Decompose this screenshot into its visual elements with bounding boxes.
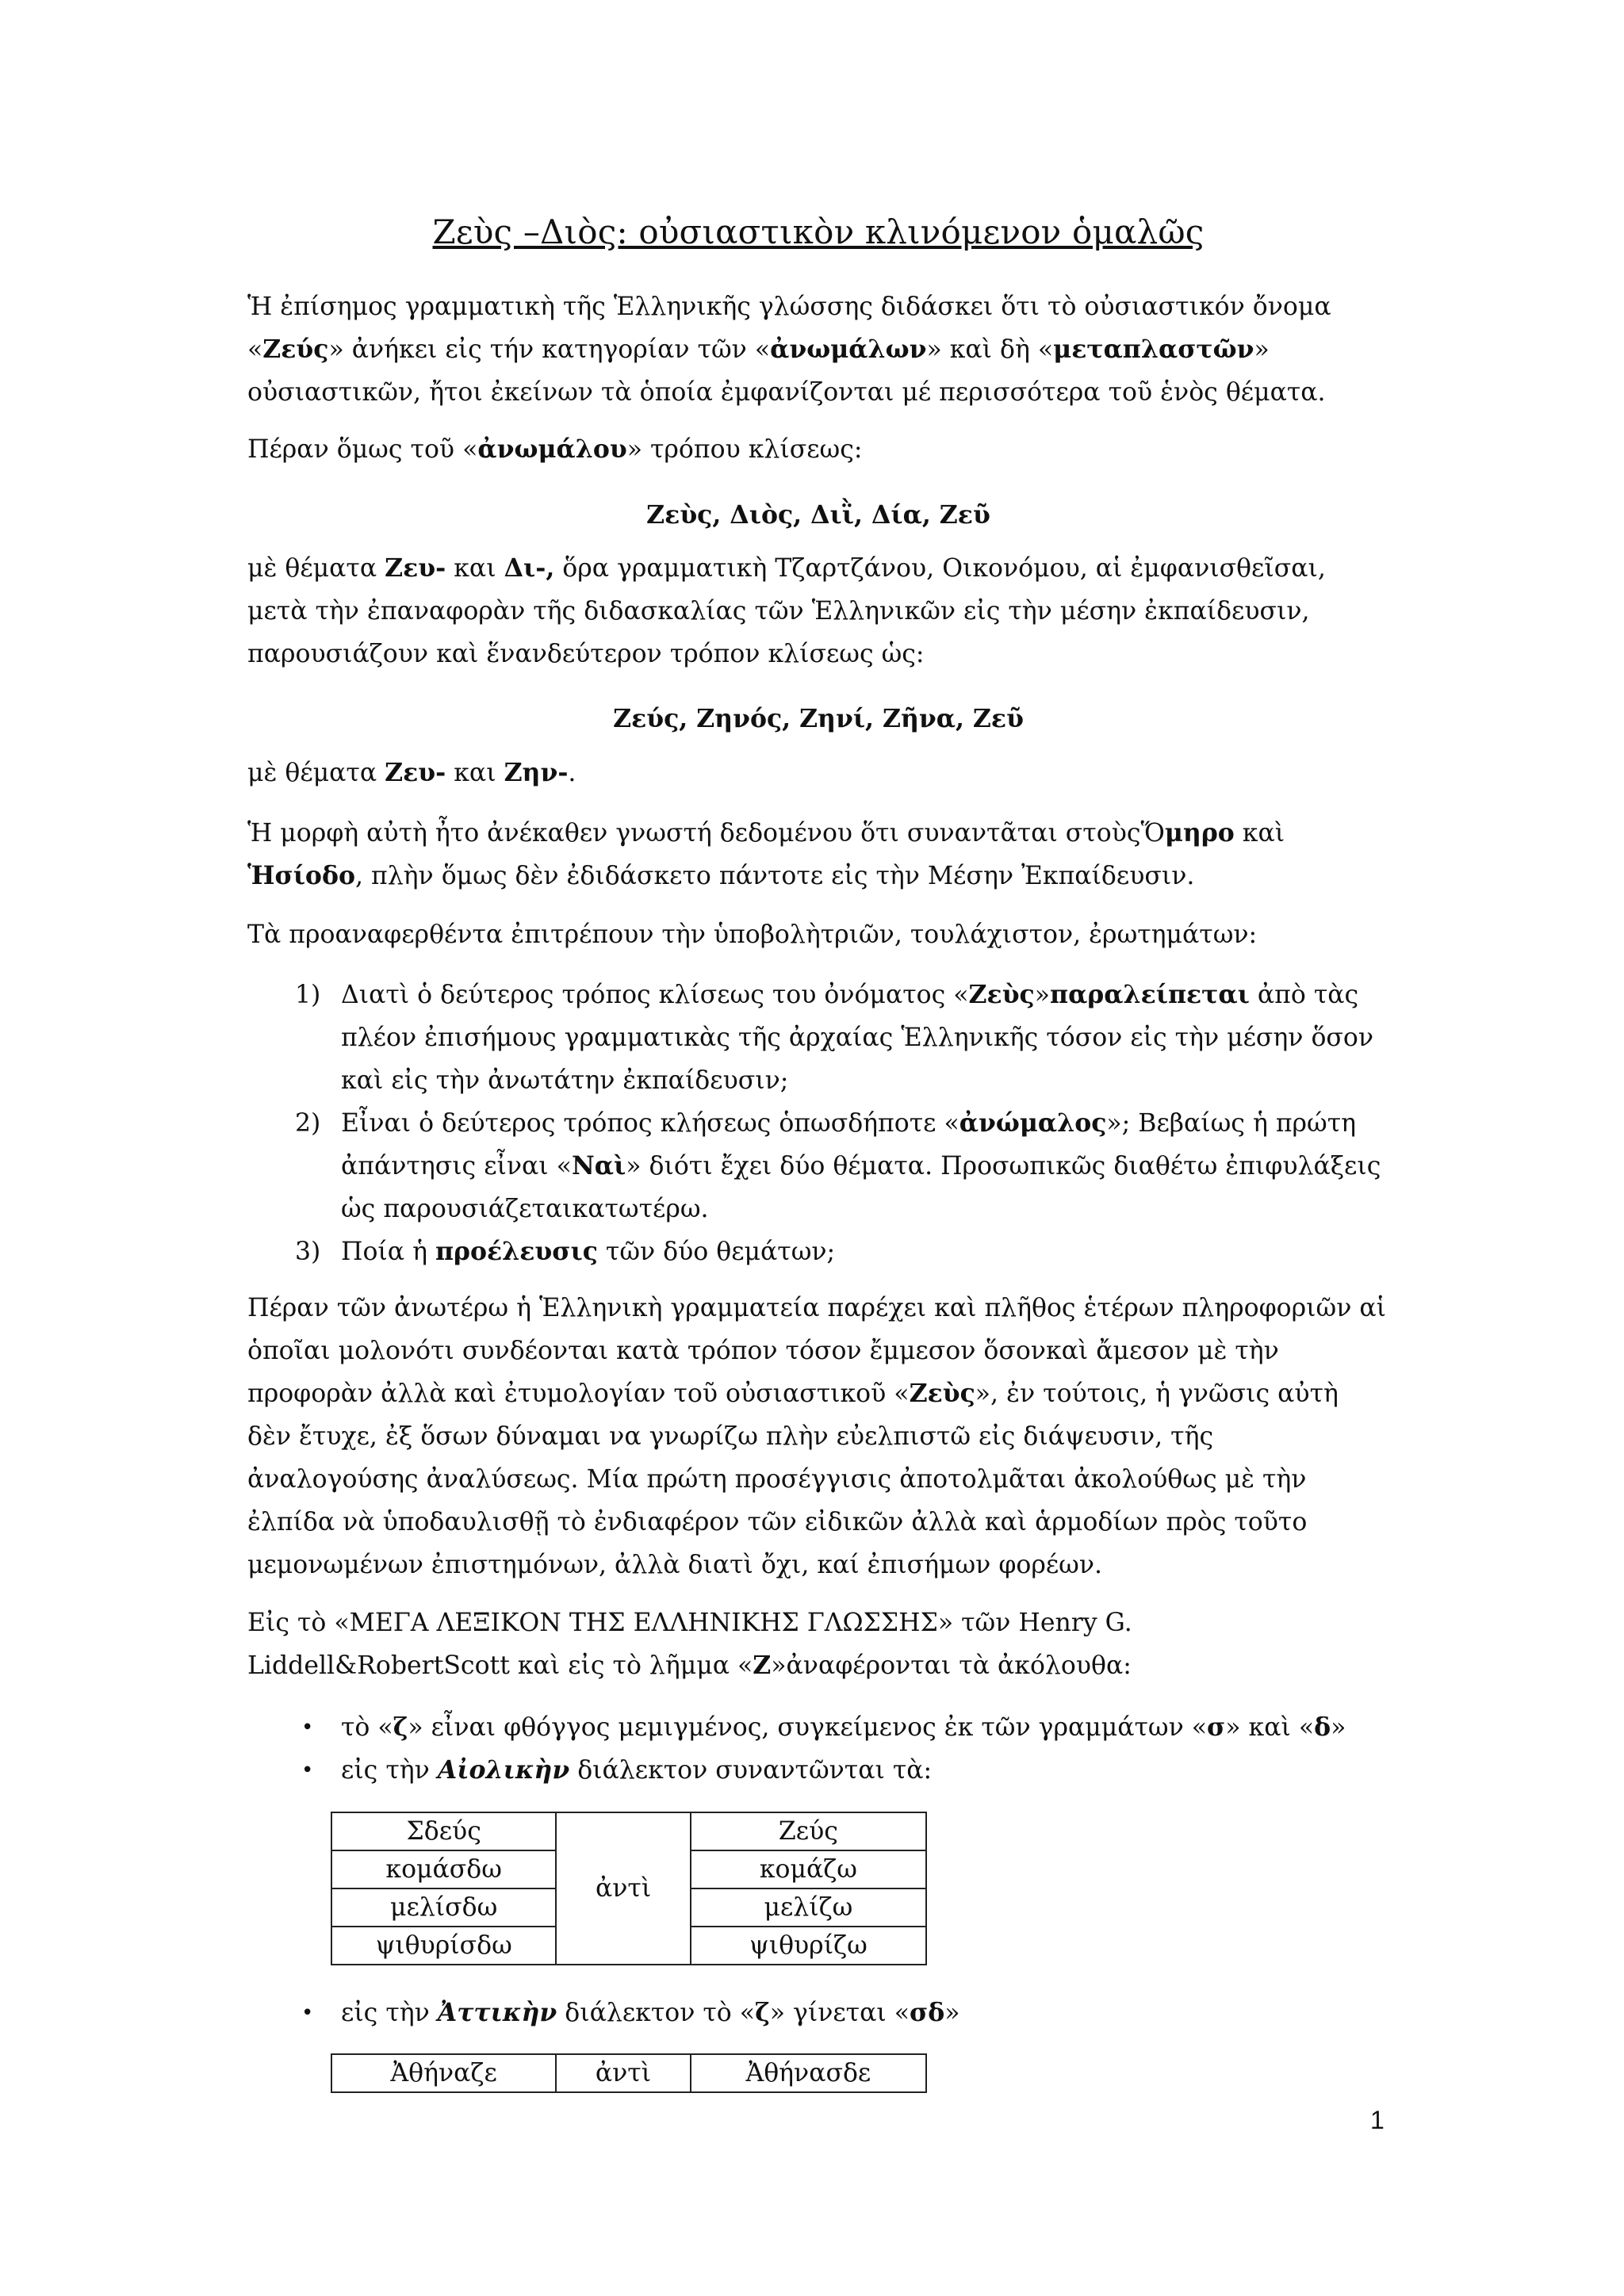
page-title: Ζεὺς –Διὸς: οὐσιαστικὸν κλινόμενον ὁμαλῶς — [432, 212, 1205, 251]
text: διάλεκτον συναντῶνται τὰ: — [569, 1756, 933, 1785]
bold-term: ζ — [755, 1998, 770, 2027]
list-item — [295, 1992, 1389, 2034]
paragraph-homer — [247, 812, 1389, 897]
text: Εἰς τὸ «ΜΕΓΑ ΛΕΞΙΚΟΝ ΤΗΣ ΕΛΛΗΝΙΚΗΣ ΓΛΩΣΣΗΣ» τῶν Henry G. Liddell&RobertScott καὶ εἰς τὸ λῆμμα « — [247, 1609, 1132, 1680]
declension-forms-2: Ζεύς, Ζηνός, Ζηνί, Ζῆνα, Ζεῦ — [613, 704, 1024, 733]
bold-term: σδ — [910, 1998, 945, 2027]
bold-term: Δι-, — [504, 553, 555, 583]
bold-term: Ζευ- — [385, 758, 446, 787]
text: ἀπὸ τὰς πλέον ἐπισήμους γραμματικὰς τῆς ἀρχαίας Ἑλληνικῆς τόσον εἰς τὴν μέσην ὅσον καὶ εἰς τὴν ἀνωτάτην ἐκπαίδευσιν; — [341, 981, 1374, 1095]
table-row — [331, 2054, 926, 2092]
text: »ἀναφέρονται τὰ ἀκόλουθα: — [771, 1651, 1132, 1680]
bullet-list-1 — [295, 1706, 1389, 1792]
bold-term: μηρο — [1164, 818, 1235, 848]
text: » εἶναι φθόγγος μεμιγμένος, συγκείμενος ἐκ τῶν γραμμάτων « — [408, 1713, 1208, 1742]
bold-term: Ναὶ — [571, 1151, 626, 1181]
bold-term: Ζευ- — [385, 553, 446, 583]
table-row — [331, 1812, 926, 1850]
text: Πέραν τῶν ἀνωτέρω ἡ Ἑλληνικὴ γραμματεία παρέχει καὶ πλῆθος ἑτέρων πληροφοριῶν αἱ ὁποῖαι μολονότι συνδέονται κατὰ τρόπον τόσον ἔμμεσον ὅσονκαὶ ἄμεσον μὲ τὴν προφορὰν ἀλλὰ καὶ ἐτυμολογίαν τοῦ οὐσιαστικοῦ « — [247, 1294, 1386, 1408]
table-cell: Σδεύς — [331, 1812, 556, 1850]
list-item — [295, 1749, 1389, 1792]
paragraph-questions-intro: Τὰ προαναφερθέντα ἐπιτρέπουν τὴν ὑποβολὴτριῶν, τουλάχιστον, ἐρωτημάτων: — [247, 920, 1258, 949]
text: διάλεκτον τὸ « — [557, 1999, 756, 2027]
text: , πλὴν ὅμως δὲν ἐδιδάσκετο πάντοτε εἰς τὴν Μέσην Ἐκπαίδευσιν. — [354, 862, 1195, 890]
text: Ἡ ἐπίσημος γραμματικὴ τῆς Ἑλληνικῆς γλώσσης διδάσκει ὅτι τὸ οὐσιαστικόν ὄνομα « — [247, 293, 1331, 364]
text: » — [944, 1999, 960, 2027]
text: » οὐσιαστικῶν, ἤτοι ἐκείνων τὰ ὁποία ἐμφανίζονται μέ περισσότερα τοῦ ἑνὸς θέματα. — [247, 335, 1326, 407]
bold-term: ζ — [393, 1712, 408, 1742]
bullet-list-2 — [295, 1992, 1389, 2034]
paragraph-stems-2 — [247, 752, 1389, 794]
text: Ποία ἡ — [341, 1238, 435, 1266]
paragraph-intro — [247, 285, 1389, 414]
bold-term: Ζην- — [504, 758, 569, 787]
text: Διατὶ ὁ δεύτερος τρόπος κλίσεως του ὀνόματος « — [341, 981, 969, 1009]
bold-term: προέλευσις — [435, 1237, 598, 1266]
bold-term: Ζεύς — [262, 335, 329, 364]
bold-term: ἀνωμάλων — [770, 335, 927, 364]
list-number: 1) — [295, 981, 321, 1009]
table-cell: Ἀθήναζε — [331, 2054, 556, 2092]
table-cell: Ἀθήνασδε — [691, 2054, 926, 2092]
text: Ἡ μορφὴ αὐτὴ ἦτο ἀνέκαθεν γνωστή δεδομένου ὅτι συναντᾶται στοὺςὍ — [247, 819, 1165, 848]
bold-term: σ — [1207, 1712, 1226, 1742]
text: » διότι ἔχει δύο θέματα. Προσωπικῶς διαθέτω ἐπιφυλάξεις ὡς παρουσιάζεταικατωτέρω. — [341, 1152, 1381, 1223]
text: Εἶναι ὁ δεύτερος τρόπος κλήσεως ὁπωσδήποτε « — [341, 1109, 959, 1138]
bold-term: δ — [1314, 1712, 1331, 1742]
text: » — [1034, 981, 1051, 1009]
paragraph-literature — [247, 1287, 1389, 1586]
bold-term: ἀνώμαλος — [959, 1108, 1107, 1138]
text: » γίνεται « — [769, 1999, 910, 2027]
bold-term: παραλείπεται — [1050, 980, 1250, 1009]
text: »; Βεβαίως ἡ πρώτη ἀπάντησις εἶναι « — [341, 1109, 1357, 1181]
text: ὅρα γραμματικὴ Τζαρτζάνου, Οικονόμου, αἱ ἐμφανισθεῖσαι, μετὰ τὴν ἐπαναφορὰν τῆς διδασκαλίας τῶν Ἑλληνικῶν εἰς τὴν μέσην ἐκπαίδευσιν, παρουσιάζουν καὶ ἕνανδεύτερον τρόπον κλίσεως ὡς: — [247, 554, 1326, 668]
list-item — [295, 1102, 1389, 1230]
bullet-icon: • — [301, 1758, 314, 1782]
text: » καὶ « — [1225, 1713, 1315, 1742]
text: και — [446, 554, 504, 583]
text: τὸ « — [341, 1713, 393, 1742]
list-item — [295, 1230, 1389, 1273]
attic-table — [331, 2053, 927, 2093]
text: εἰς τὴν — [341, 1999, 438, 2027]
bold-term: Ζεὺς — [968, 980, 1035, 1009]
bold-italic-term: Ἀττικὴν — [437, 1998, 557, 2027]
paragraph-stems — [247, 547, 1389, 675]
text: μὲ θέματα — [247, 759, 385, 787]
table-cell-anti: ἀντὶ — [556, 2054, 691, 2092]
table-cell: ψιθυρίσδω — [331, 1927, 556, 1965]
table-cell: μελίζω — [691, 1888, 926, 1927]
aeolic-table — [331, 1812, 927, 1965]
list-item — [295, 1706, 1389, 1749]
bold-italic-term: Αἰολικὴν — [437, 1755, 570, 1785]
text: και — [446, 759, 504, 787]
text: εἰς τὴν — [341, 1756, 438, 1785]
table-cell-anti: ἀντὶ — [556, 1812, 690, 1965]
list-item — [295, 974, 1389, 1102]
bullet-icon: • — [301, 1716, 314, 1739]
text: » καὶ δὴ « — [926, 335, 1054, 364]
paragraph-lexicon — [247, 1601, 1389, 1687]
page-number: 1 — [1370, 2106, 1385, 2134]
text: » τρόπου κλίσεως: — [626, 435, 863, 464]
text: καὶ — [1234, 819, 1285, 848]
table-cell: ψιθυρίζω — [691, 1927, 926, 1965]
table-cell: μελίσδω — [331, 1888, 556, 1927]
text: » ἀνήκει εἰς τήν κατηγορίαν τῶν « — [328, 335, 771, 364]
bold-term: Ζ — [753, 1651, 772, 1680]
text: τῶν δύο θεμάτων; — [597, 1238, 836, 1266]
declension-forms-1: Ζεὺς, Διὸς, Διῒ, Δία, Ζεῦ — [646, 500, 990, 530]
text: », ἐν τούτοις, ἡ γνῶσις αὐτὴ δὲν ἔτυχε, ἐξ ὅσων δύναμαι να γνωρίζω πλὴν εὐελπιστῶ εἰς διάψευσιν, τῆς ἀναλογούσης ἀναλύσεως. Μία πρώτη προσέγγισις ἀποτολμᾶται ἀκολούθως μὲ τὴν ἐλπίδα νὰ ὑποδαυλισθῇ τὸ ἐνδιαφέρον τῶν εἰδικῶν ἀλλὰ καὶ ἁρμοδίων πρὸς τοῦτο μεμονωμένων ἐπιστημόνων, ἀλλὰ διατὶ ὄχι, καί ἐπισήμων φορέων. — [247, 1380, 1339, 1579]
bullet-icon: • — [301, 2001, 314, 2025]
list-number: 2) — [295, 1109, 321, 1138]
table-cell: κομάζω — [691, 1850, 926, 1888]
text: » — [1331, 1713, 1346, 1742]
text: Πέραν ὅμως τοῦ « — [247, 435, 478, 464]
questions-list — [295, 974, 1389, 1273]
bold-term: ἀνωμάλου — [477, 434, 627, 464]
text: μὲ θέματα — [247, 554, 385, 583]
list-number: 3) — [295, 1238, 321, 1266]
bold-term: μεταπλαστῶν — [1053, 335, 1254, 364]
paragraph-declension-intro — [247, 428, 1389, 471]
table-cell: κομάσδω — [331, 1850, 556, 1888]
table-cell: Ζεύς — [691, 1812, 926, 1850]
bold-term: Ζεὺς — [909, 1379, 975, 1408]
text: . — [568, 759, 576, 787]
bold-term: Ἡσίοδο — [247, 861, 355, 890]
